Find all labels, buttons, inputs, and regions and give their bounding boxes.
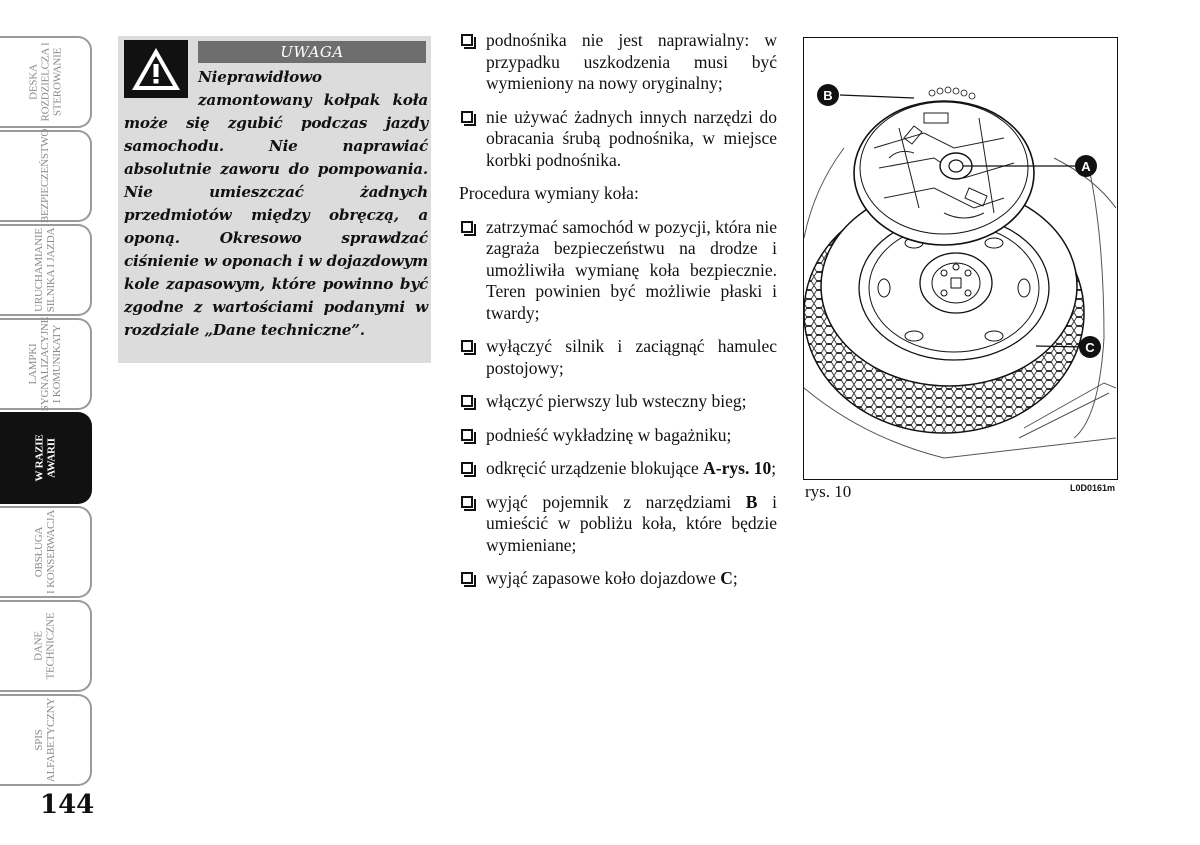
- spare-wheel-illustration: [803, 37, 1118, 480]
- item-text: wyjąć pojemnik z narzędziami: [486, 491, 746, 512]
- callout-b-icon: [817, 84, 839, 106]
- item-reference: A-rys. 10: [703, 458, 772, 478]
- item-text: podnieść wykładzinę w bagażniku;: [486, 424, 732, 445]
- tab-label: DANE TECHNICZNE: [32, 612, 57, 680]
- list-item: [459, 30, 777, 95]
- item-reference: B: [745, 491, 758, 512]
- figure-caption: rys. 10: [805, 482, 852, 501]
- list-item: [459, 425, 777, 447]
- tab-label: OBSŁUGA I KONSERWACJA: [32, 510, 57, 594]
- callout-c-label: C: [1085, 340, 1095, 355]
- checkbox-bullet-icon: [461, 221, 473, 233]
- spare-wheel-drawing: [804, 38, 1116, 478]
- item-text: zatrzymać samochód w pozycji, która nie zagraża bezpieczeństwu na drodze i umożliwiła wymianę koła bezpiecznie. Teren powinien być możliwie płaski i twardy;: [486, 216, 777, 323]
- checkbox-bullet-icon: [461, 111, 473, 123]
- checkbox-bullet-icon: [461, 340, 473, 352]
- tab-label: W RAZIE AWARII: [33, 434, 57, 482]
- callout-b-label: B: [823, 88, 833, 103]
- tab-label: LAMPKI SYGNALIZACYJNE I KOMUNIKATY: [27, 316, 63, 412]
- tab-spis-alfabetyczny[interactable]: [0, 694, 92, 786]
- tab-deska-rozdzielcza[interactable]: [0, 36, 92, 128]
- tab-label: DESKA ROZDZIELCZA I STEROWANIE: [26, 42, 63, 122]
- tab-w-razie-awarii[interactable]: [0, 412, 92, 504]
- list-item: [459, 568, 777, 590]
- tab-bezpieczenstwo[interactable]: [0, 130, 92, 222]
- checkbox-bullet-icon: [461, 462, 473, 474]
- item-text: nie używać żadnych innych narzędzi do obracania śrubą podnośnika, w miejsce korbki podnośnika.: [486, 106, 777, 170]
- chapter-tabs: [0, 36, 92, 788]
- item-text: wyjąć zapasowe koło dojazdowe: [486, 568, 721, 588]
- item-text-end: ;: [732, 568, 738, 588]
- checkbox-bullet-icon: [461, 496, 473, 508]
- instructions-column: [459, 30, 777, 602]
- list-item: [459, 217, 777, 325]
- item-text: wyłączyć silnik i zaciągnąć hamulec postojowy;: [486, 336, 777, 378]
- checkbox-bullet-icon: [461, 34, 473, 46]
- item-text: odkręcić urządzenie blokujące: [486, 458, 704, 478]
- item-text: podnośnika nie jest naprawialny: w przypadku uszkodzenia musi być wymieniony na nowy oryginalny;: [486, 30, 777, 93]
- tab-label: SPIS ALFABETYCZNY: [32, 697, 57, 783]
- checkbox-bullet-icon: [461, 572, 473, 584]
- list-item: [459, 107, 777, 172]
- item-text-end: ;: [771, 458, 777, 478]
- figure-code: L0D0161m: [1070, 483, 1116, 493]
- checkbox-bullet-icon: [461, 395, 473, 407]
- list-item: [459, 458, 777, 480]
- callout-a-label: A: [1081, 159, 1091, 174]
- tab-label: BEZPIECZEŃSTWO: [39, 128, 52, 224]
- item-text-end: i umieścić w pobliżu koła, które będzie wymieniane;: [486, 491, 777, 555]
- list-item: [459, 336, 777, 379]
- list-item: [459, 492, 777, 557]
- tab-uruchamianie[interactable]: [0, 224, 92, 316]
- procedure-heading: Procedura wymiany koła:: [459, 183, 639, 203]
- checkbox-bullet-icon: [461, 429, 473, 441]
- list-item: [459, 391, 777, 413]
- callout-c-icon: [1079, 336, 1101, 358]
- page-number: 144: [40, 790, 95, 820]
- item-reference: C: [720, 568, 733, 588]
- tab-label: URUCHAMIANIE SILNIKA I JAZDA: [32, 227, 57, 313]
- warning-text: Nieprawidłowo zamontowany kołpak koła może się zgubić podczas jazdy samochodu. Nie naprawiać absolutnie zaworu do pompowania. Nie umieszczać żadnych przedmiotów między obręczą, a oponą. Okresowo sprawdzać ciśnienie w oponach i w dojazdowym kole zapasowym, które powinno być zgodne z wartościami podanymi w rozdziale „Dane techniczne”.: [124, 68, 428, 339]
- item-text: włączyć pierwszy lub wsteczny bieg;: [486, 391, 747, 411]
- warning-title: UWAGA: [198, 41, 426, 63]
- tab-obsluga[interactable]: [0, 506, 92, 598]
- callout-a-icon: [1075, 155, 1097, 177]
- tab-dane-techniczne[interactable]: [0, 600, 92, 692]
- tab-lampki[interactable]: [0, 318, 92, 410]
- warning-box: [118, 36, 431, 363]
